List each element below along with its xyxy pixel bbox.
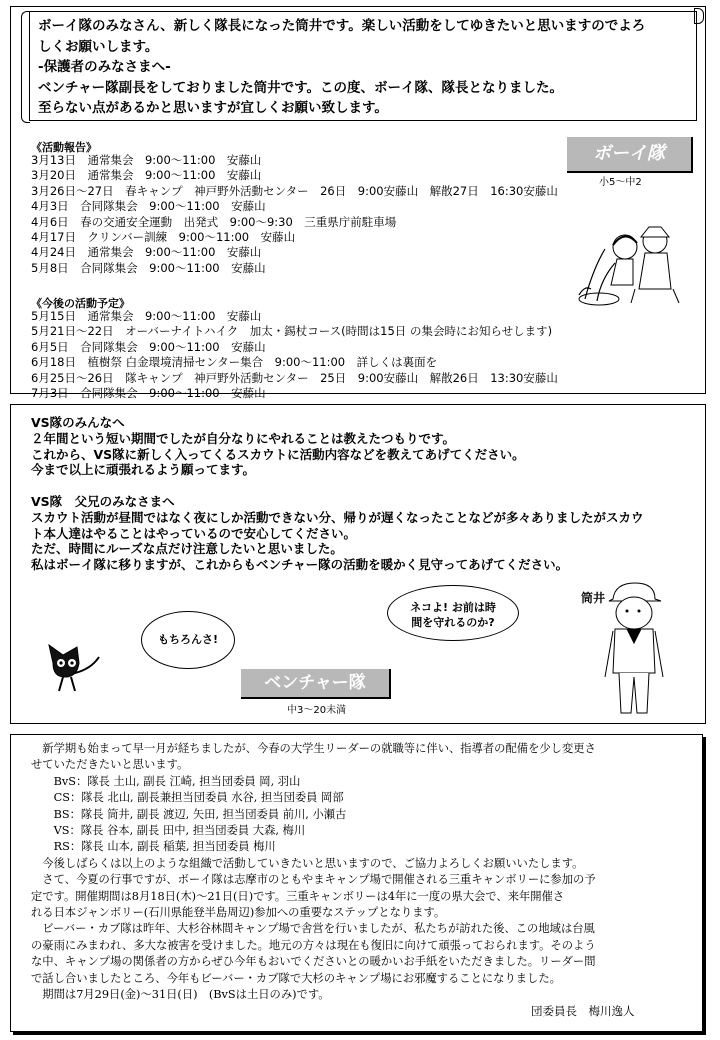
boy-scout-panel xyxy=(10,6,706,401)
list-item: 3月26日～27日 春キャンプ 神戸野外活動センター 26日 9:00安藤山 解散27日 16:30安藤山 xyxy=(31,183,558,198)
text-line: VS隊 父兄のみなさまへ xyxy=(31,493,175,509)
venture-scout-panel xyxy=(10,404,706,724)
list-item: 7月3日 合同隊集会 9:00～11:00 安藤山 xyxy=(31,386,266,401)
message-scroll-box xyxy=(29,11,697,121)
scouts-illustration xyxy=(575,219,685,307)
speech-bubble-cat: もちろんさ! xyxy=(141,611,235,669)
bubble-line: 間を守れるのか? xyxy=(411,616,495,629)
scroll-curl-right xyxy=(694,8,704,24)
text-line: れる日本ジャンボリー(石川県能登半島周辺)参加への重要なステップとなります。 xyxy=(31,906,446,920)
message-line: 至らない点があるかと思いますが宜しくお願い致します。 xyxy=(38,100,388,116)
boy-age-range: 小5～中2 xyxy=(599,177,642,188)
list-item: 4月17日 クリンバー訓練 9:00～11:00 安藤山 xyxy=(31,230,296,245)
report-title: 《活動報告》 xyxy=(31,141,97,154)
list-item: 3月20日 通常集会 9:00～11:00 安藤山 xyxy=(31,168,262,183)
text-line: 私はボーイ隊に移りますが、これからもベンチャー隊の活動を暖かく見守ってあげてください。 xyxy=(31,557,569,573)
list-item: 6月18日 植樹祭 白金環境清掃センター集合 9:00～11:00 詳しくは裏面を xyxy=(31,355,438,370)
text-line: RS：隊長 山本, 副長 稲葉, 担当団委員 梅川 xyxy=(31,840,276,854)
message-line: -保護者のみなさまへ- xyxy=(38,59,171,75)
bubble-line: ネコよ! お前は時 xyxy=(410,601,496,614)
text-line: VS：隊長 谷本, 副長 田中, 担当団委員 大森, 梅川 xyxy=(31,824,306,838)
list-item: 5月8日 合同隊集会 9:00～11:00 安藤山 xyxy=(31,260,266,275)
text-line: さて、今夏の行事ですが、ボーイ隊は志摩市のともやまキャンプ場で開催される三重キャンボリーに参加の予 xyxy=(31,873,596,887)
list-item: 6月5日 合同隊集会 9:00～11:00 安藤山 xyxy=(31,339,266,354)
message-line: しくお願いします。 xyxy=(38,38,159,55)
text-line: 新学期も始まって早一月が経ちましたが、今春の大学生リーダーの就職等に伴い、指導者の配備を少し変更さ xyxy=(31,742,596,755)
list-item: 4月3日 合同隊集会 9:00～11:00 安藤山 xyxy=(31,199,266,214)
text-line: ２年間という短い期間でしたが自分なりにやれることは教えたつもりです。 xyxy=(31,430,456,446)
leader-name: 筒井 xyxy=(581,591,606,605)
speech-bubble-leader xyxy=(387,585,519,641)
text-line: 今まで以上に頑張れるよう願ってます。 xyxy=(31,462,256,478)
text-line: ビーバー・カブ隊は昨年、大杉谷林間キャンプ場で舎営を行いましたが、私たちが訪れた後、この地域は台風 xyxy=(31,922,595,936)
leader-illustration xyxy=(601,577,667,719)
text-line: 今後しばらくは以上のような組織で活動していきたいと思いますので、ご協力よろしくお願いいたします。 xyxy=(31,856,584,870)
list-item: 5月21日～22日 オーバーナイトハイク 加太・錫杖コース(時間は15日 の集会時にお知らせします) xyxy=(31,324,553,339)
text-line: BvS：隊長 土山, 副長 江崎, 担当団委員 岡, 羽山 xyxy=(31,774,301,788)
text-line: の豪雨にみまわれ、多大な被害を受けました。地元の方々は現在も復旧に向けて頑張っておられます。そのよう xyxy=(31,938,596,952)
signature: 団委員長 梅川逸人 xyxy=(531,1004,635,1018)
text-line: で話し合いましたところ、今年もビーバー・カブ隊で大杉のキャンプ場にお邪魔することになりました。 xyxy=(31,971,561,985)
text-line: BS：隊長 筒井, 副長 渡辺, 矢田, 担当団委員 前川, 小瀬古 xyxy=(31,807,347,821)
text-line: スカウト活動が昼間ではなく夜にしか活動できない分、帰りが遅くなったことなどが多々ありましたがスカウ xyxy=(31,509,644,525)
text-line: VS隊のみんなへ xyxy=(31,415,125,430)
plan-list xyxy=(31,309,558,401)
text-line: 定です。開催期間は8月18日(木)～21日(日)です。三重キャンボリーは4年に一度の県大会で、来年開催さ xyxy=(31,889,565,903)
report-list xyxy=(31,153,558,276)
text-line: これから、VS隊に新しく入ってくるスカウトに活動内容などを教えてあげてください。 xyxy=(31,446,525,462)
plan-title: 《今後の活動予定》 xyxy=(31,297,130,310)
text-line: な中、キャンプ場の関係者の方からぜひ今年もおいでくださいとの暖かいお手紙をいただきました。リーダー間 xyxy=(31,955,596,969)
notice-text xyxy=(31,741,596,1004)
text-line: ト本人達はやることはやっているので安心してください。 xyxy=(31,525,357,541)
text-line: ただ、時間にルーズな点だけ注意したいと思いました。 xyxy=(31,541,343,557)
list-item: 5月15日 通常集会 9:00～11:00 安藤山 xyxy=(31,309,262,323)
list-item: 4月24日 通常集会 9:00～11:00 安藤山 xyxy=(31,245,262,260)
cat-illustration xyxy=(41,633,111,697)
boy-scout-label: ボーイ隊 xyxy=(567,137,693,173)
list-item: 3月13日 通常集会 9:00～11:00 安藤山 xyxy=(31,153,262,167)
text-line: CS：隊長 北山, 副長兼担当団委員 水谷, 担当団委員 岡部 xyxy=(31,791,344,805)
text-line: 期間は7月29日(金)～31日(日) (BvSは土日のみ)です。 xyxy=(31,988,330,1002)
venture-age-range: 中3～20未満 xyxy=(287,705,347,716)
notice-panel xyxy=(10,734,703,1032)
text-line: せていただきたいと思います。 xyxy=(31,758,189,772)
scroll-curl-left xyxy=(21,11,30,123)
venture-message xyxy=(31,415,644,573)
text-line xyxy=(31,478,644,494)
message-line: ボーイ隊のみなさん、新しく隊長になった筒井です。楽しい活動をしてゆきたいと思いますのでよろ xyxy=(38,18,646,34)
list-item: 4月6日 春の交通安全運動 出発式 9:00～9:30 三重県庁前駐車場 xyxy=(31,214,397,229)
message-line: ベンチャー隊副長をしておりました筒井です。この度、ボーイ隊、隊長となりました。 xyxy=(38,79,564,96)
list-item: 6月25日～26日 隊キャンプ 神戸野外活動センター 25日 9:00安藤山 解散26日 13:30安藤山 xyxy=(31,370,558,385)
venture-scout-label: ベンチャー隊 xyxy=(241,669,391,699)
